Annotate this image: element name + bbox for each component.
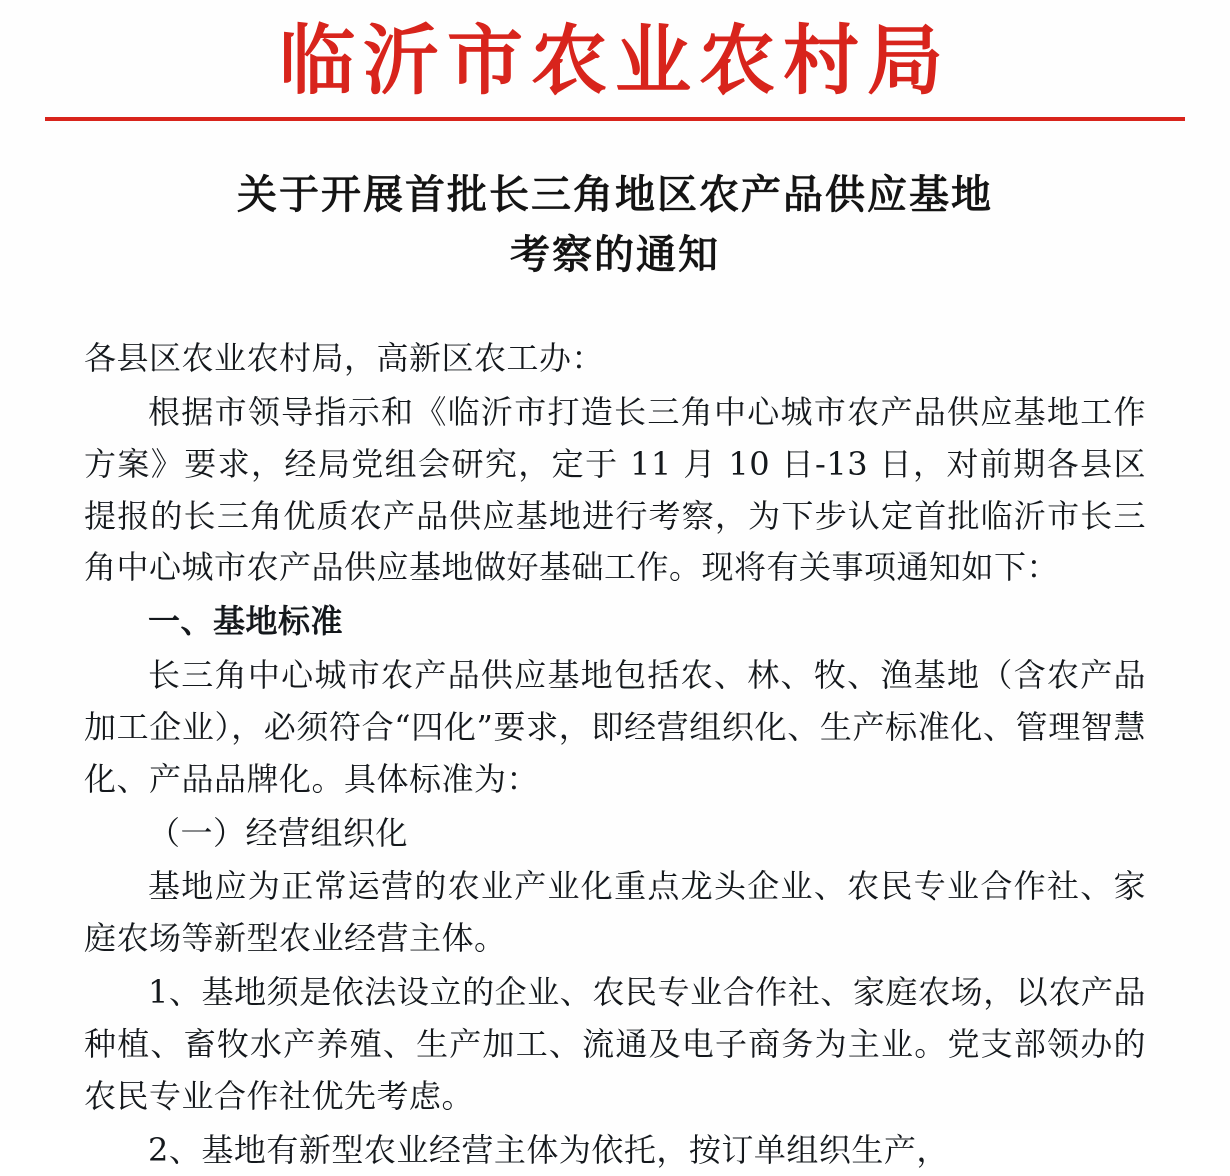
- subsection-heading-organization: （一）经营组织化: [148, 813, 409, 852]
- salutation: 各县区农业农村局，高新区农工办：: [84, 339, 605, 378]
- document-title: [128, 165, 1102, 285]
- document-title-line-2: 考察的通知: [510, 231, 720, 279]
- paragraph-intro: 根据市领导指示和《临沂市打造长三角中心城市农产品供应基地工作方案》要求，经局党组会研究，定于 11 月 10 日-13 日，对前期各县区提报的长三角优质农产品供应基地进行考察，为下步认定首批临沂市长三角中心城市农产品供应基地做好基础工作。现将有关事项通知如下：: [84, 392, 1146, 587]
- masthead-divider: [45, 117, 1185, 121]
- issuing-organization-title: 临沂市农业农村局: [279, 16, 951, 105]
- paragraph-operating-entity: 基地应为正常运营的农业产业化重点龙头企业、农民专业合作社、家庭农场等新型农业经营主体。: [84, 867, 1146, 958]
- section-heading-base-standards: 一、基地标准: [148, 602, 344, 641]
- document-body: [84, 333, 1146, 1176]
- masthead: [0, 0, 1230, 121]
- document-title-line-1: 关于开展首批长三角地区农产品供应基地: [237, 171, 993, 219]
- paragraph-base-definition: 长三角中心城市农产品供应基地包括农、林、牧、渔基地（含农产品加工企业），必须符合“四化”要求，即经营组织化、生产标准化、管理智慧化、产品品牌化。具体标准为：: [84, 656, 1146, 798]
- paragraph-item-2: 2、基地有新型农业经营主体为依托，按订单组织生产，: [148, 1130, 949, 1169]
- paragraph-item-1: 1、基地须是依法设立的企业、农民专业合作社、家庭农场，以农产品种植、畜牧水产养殖、生产加工、流通及电子商务为主业。党支部领办的农民专业合作社优先考虑。: [84, 973, 1146, 1115]
